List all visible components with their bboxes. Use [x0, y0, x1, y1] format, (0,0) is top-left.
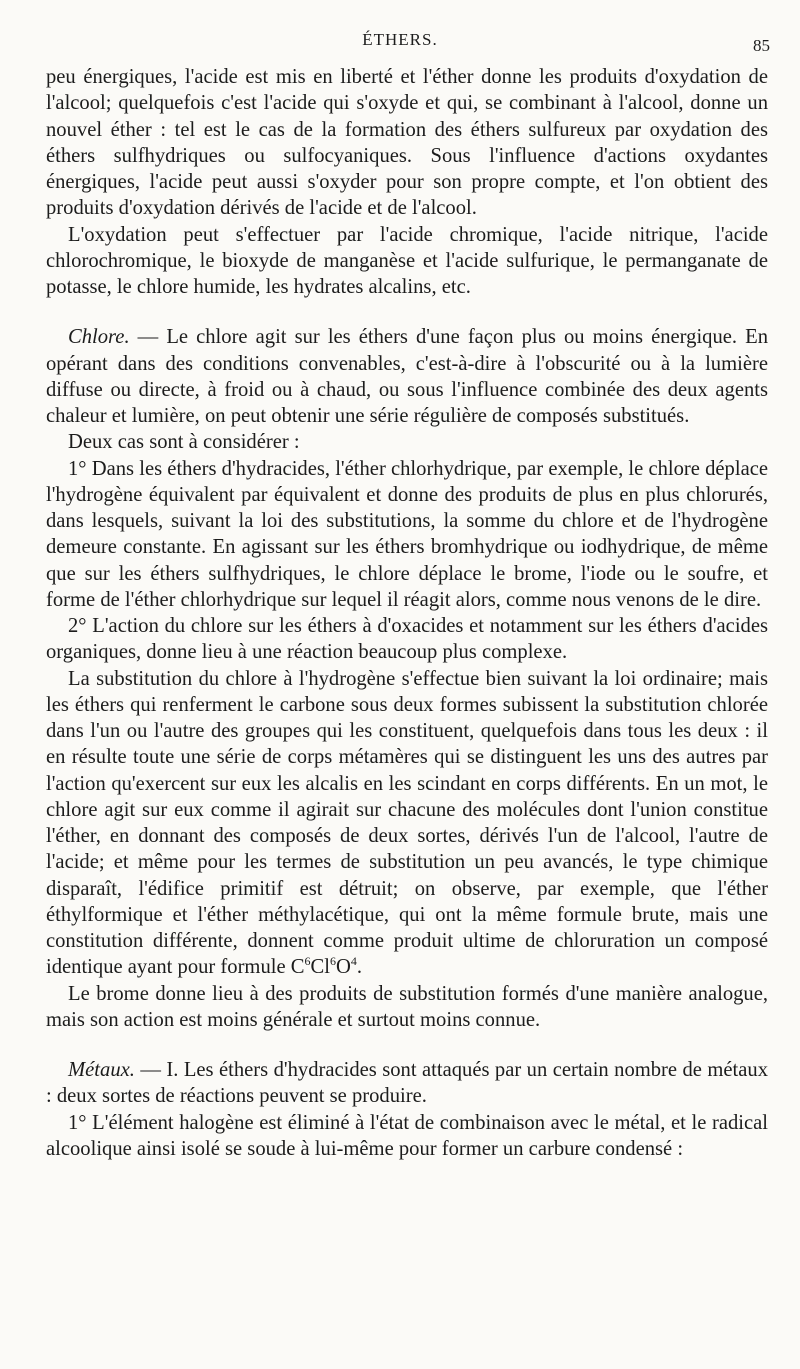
running-title: ÉTHERS. [362, 30, 438, 49]
paragraph-oxidation-products: peu énergiques, l'acide est mis en liberté et l'éther donne les produits d'oxydation de l'alcool; quelquefois c'est l'acide qui s'oxyde et qui, se combinant à l'alcool, donne un nouvel éther : tel est le cas de la formation des éthers sulfureux par oxydation des éthers sulfhydriques ou sulfocyaniques. Sous l'influence d'actions oxydantes énergiques, l'acide peut aussi s'oxyder pour son propre compte, et l'on obtient des produits d'oxydation dérivés de l'acide et de l'alcool. [46, 66, 768, 220]
paragraph-brome: Le brome donne lieu à des produits de substitution formés d'une manière analogue, mais son action est moins générale et surtout moins connue. [46, 982, 768, 1031]
paragraph-chlore [46, 324, 768, 429]
paragraph-substitution-text: La substitution du chlore à l'hydrogène s'effectue bien suivant la loi ordinaire; mais les éthers qui renferment le carbone sous deux formes subissent la substitution chlorée dans l'un ou l'autre des groupes qui les constituent, quelquefois dans tous les deux : il en résulte toute une série de corps métamères qui se distinguent les uns des autres par l'action qu'exercent sur eux les alcalis en les scindant en corps différents. En un mot, le chlore agit sur eux comme il agirait sur chacune des molécules dont l'union constitue l'éther, en donnant des composés de deux sortes, dérivés l'un de l'alcool, l'autre de l'acide; et même pour les termes de substitution un peu avancés, le type chimique disparaît, l'édifice primitif est détruit; on observe, par exemple, que l'éther éthylformique et l'éther méthylacétique, qui ont la même formule brute, mais une constitution différente, donnent comme produit ultime de chloruration un composé identique ayant pour formule [46, 667, 768, 979]
page-number: 85 [753, 36, 770, 55]
paragraph-halogen-elimination: 1° L'élément halogène est éliminé à l'état de combinaison avec le métal, et le radical alcoolique ainsi isolé se soude à lui-même pour former un carbure condensé : [46, 1111, 768, 1160]
body-text [46, 64, 768, 1162]
section-lead-metaux: Métaux. [68, 1059, 135, 1081]
section-lead-chlore: Chlore. [68, 326, 130, 349]
paragraph-two-cases: Deux cas sont à considérer : [68, 431, 300, 454]
formula-tail: . [356, 956, 363, 979]
paragraph-metaux [46, 1057, 768, 1110]
paragraph-chlore-text: — Le chlore agit sur les éthers d'une façon plus ou moins énergique. En opérant dans des conditions convenables, c'est-à-dire à l'obscurité ou à la lumière diffuse ou directe, à froid ou à chaud, ou sous l'influence combinée des deux agents chaleur et lumière, on peut obtenir une série régulière de composés substitués. [46, 326, 768, 427]
paragraph-oxidation-agents: L'oxydation peut s'effectuer par l'acide chromique, l'acide nitrique, l'acide chlorochromique, le bioxyde de manganèse et l'acide sulfurique, le permanganate de potasse, le chlore humide, les hydrates alcalins, etc. [46, 223, 768, 298]
paragraph-case-one: 1° Dans les éthers d'hydracides, l'éther chlorhydrique, par exemple, le chlore déplace l'hydrogène équivalent par équivalent et donne des produits de plus en plus chlorurés, dans lesquels, suivant la loi des substitutions, la somme du chlore et de l'hydrogène demeure constante. En agissant sur les éthers bromhydrique ou iodhydrique, de même que sur les éthers sulfhydriques, le chlore déplace le brome, l'iode ou le soufre, et forme de l'éther chlorhydrique sur lequel il réagit alors, comme nous venons de le dire. [46, 457, 768, 611]
paragraph-substitution [46, 666, 768, 981]
paragraph-metaux-text: — I. Les éthers d'hydracides sont attaqués par un certain nombre de métaux : deux sortes de réactions peuvent se produire. [46, 1059, 768, 1108]
paragraph-case-two: 2° L'action du chlore sur les éthers à d'oxacides et notamment sur les éthers d'acides organiques, donne lieu à une réaction beaucoup plus complexe. [46, 615, 768, 664]
chemical-formula: $C^6Cl^6O^4$ [290, 954, 357, 979]
